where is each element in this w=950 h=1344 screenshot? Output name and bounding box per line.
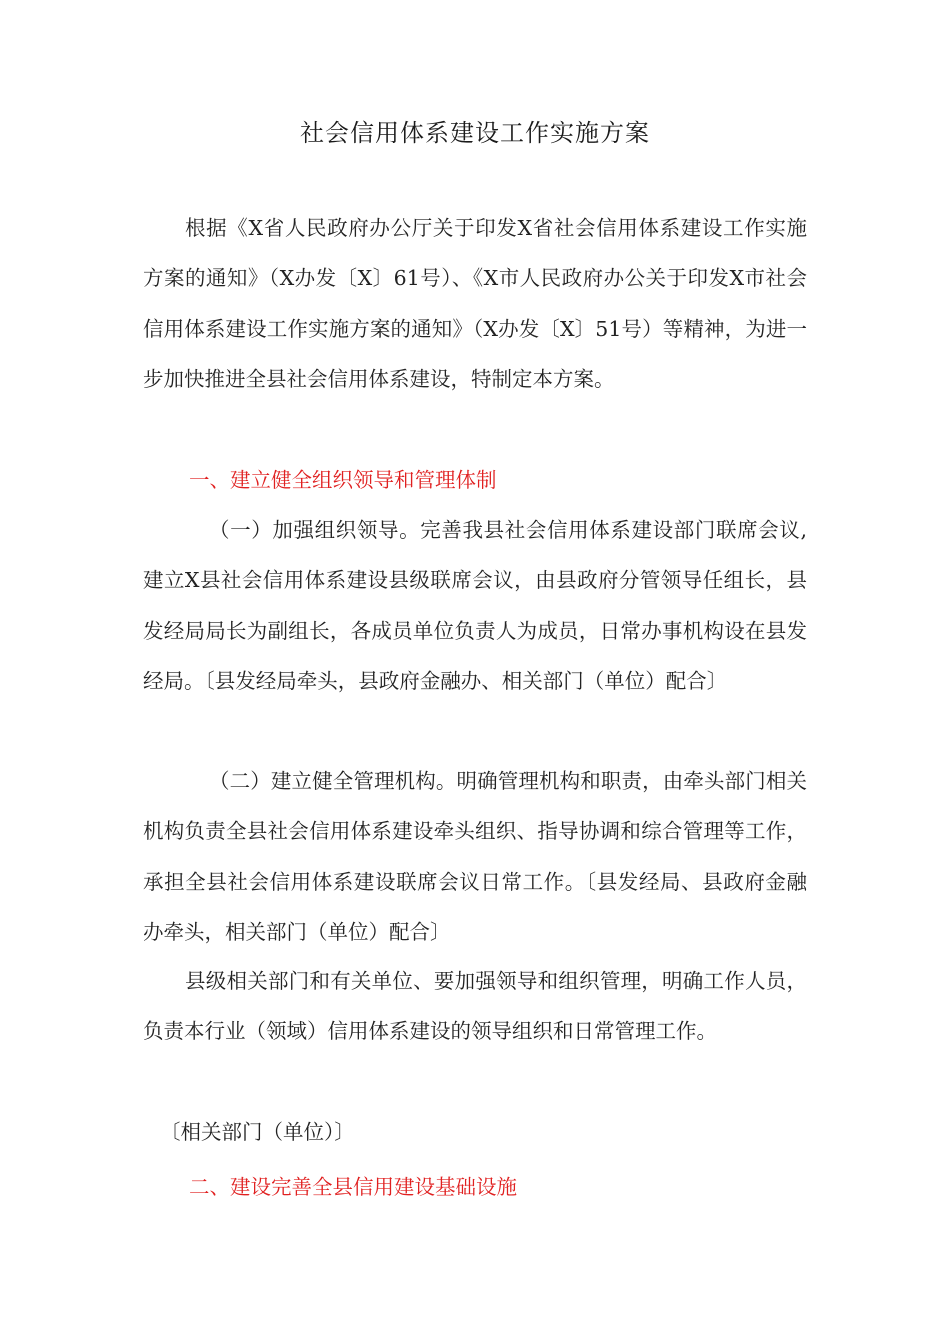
- document-title: 社会信用体系建设工作实施方案: [300, 119, 650, 147]
- item-3-note: 〔相关部门（单位）〕: [160, 1120, 355, 1144]
- item-1-paragraph: （一）加强组织领导。完善我县社会信用体系建设部门联席会议,建立X县社会信用体系建设县级联席会议，由县政府分管领导任组长，县发经局局长为副组长，各成员单位负责人为成员，日常办事机构设在县发经局。〔县发经局牵头，县政府金融办、相关部门（单位）配合〕: [143, 518, 807, 694]
- section-heading-2: 二、建设完善全县信用建设基础设施: [189, 1175, 517, 1199]
- intro-paragraph: 根据《X省人民政府办公厅关于印发X省社会信用体系建设工作实施方案的通知》（X办发〔X〕61号）、《X市人民政府办公关于印发X市社会信用体系建设工作实施方案的通知》（X办发〔X〕51号）等精神，为进一步加快推进全县社会信用体系建设，特制定本方案。: [143, 216, 807, 392]
- section-heading-1: 一、建立健全组织领导和管理体制: [189, 468, 497, 492]
- item-3-paragraph: 县级相关部门和有关单位、要加强领导和组织管理，明确工作人员，负责本行业（领域）信用体系建设的领导组织和日常管理工作。: [143, 969, 807, 1044]
- item-2-paragraph: （二）建立健全管理机构。明确管理机构和职责，由牵头部门相关机构负责全县社会信用体系建设牵头组织、指导协调和综合管理等工作，承担全县社会信用体系建设联席会议日常工作。〔县发经局、县政府金融办牵头，相关部门（单位）配合〕: [143, 769, 807, 945]
